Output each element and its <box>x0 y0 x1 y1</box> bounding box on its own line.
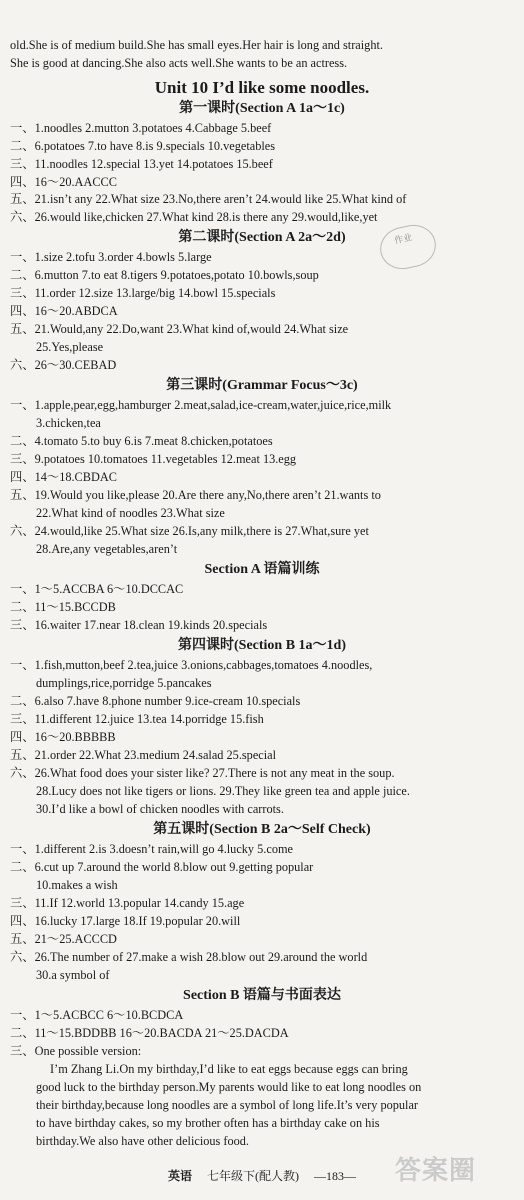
answer-row: 三、16.waiter 17.near 18.clean 19.kinds 20.specials <box>10 618 268 632</box>
essay-line: birthday.We also have other delicious food. <box>36 1134 250 1148</box>
answer-row: 二、6.potatoes 7.to have 8.is 9.specials 10.vegetables <box>10 139 276 153</box>
answer-row: 二、11～15.BDDBB 16～20.BACDA 21～25.DACDA <box>10 1026 289 1040</box>
answer-row: 四、16～20.AACCC <box>10 175 117 189</box>
answer-row: 三、11.If 12.world 13.popular 14.candy 15.age <box>10 896 245 910</box>
answer-row: 30.I’d like a bowl of chicken noodles with carrots. <box>36 802 284 816</box>
answer-row: 六、24.would,like 25.What size 26.Is,any milk,there is 27.What,sure yet <box>10 524 369 538</box>
essay-line: to have birthday cakes, so my brother often has a birthday cake on his <box>36 1116 380 1130</box>
answer-row: 六、26.The number of 27.make a wish 28.blow out 29.around the world <box>10 950 368 964</box>
answer-row: 五、21.Would,any 22.Do,want 23.What kind of,would 24.What size <box>10 322 349 336</box>
answer-row: 二、11～15.BCCDB <box>10 600 116 614</box>
footer-page-number: —183— <box>314 1169 356 1183</box>
answer-row: 四、14～18.CBDAC <box>10 470 117 484</box>
answer-row: 四、16～20.ABDCA <box>10 304 118 318</box>
answer-row: 二、4.tomato 5.to buy 6.is 7.meat 8.chicken,potatoes <box>10 434 273 448</box>
answer-row: 二、6.also 7.have 8.phone number 9.ice-cream 10.specials <box>10 694 301 708</box>
answer-row: 一、1～5.ACCBA 6～10.DCCAC <box>10 582 184 596</box>
answer-row: 五、21.order 22.What 23.medium 24.salad 25.special <box>10 748 277 762</box>
answer-row: 一、1～5.ACBCC 6～10.BCDCA <box>10 1008 184 1022</box>
answer-row: 三、11.order 12.size 13.large/big 14.bowl 15.specials <box>10 286 276 300</box>
answer-row: 三、11.noodles 12.special 13.yet 14.potatoes 15.beef <box>10 157 273 171</box>
intro-line: old.She is of medium build.She has small eyes.Her hair is long and straight. <box>10 38 383 52</box>
section-heading: Section A 语篇训练 <box>204 562 320 577</box>
section-heading: Section B 语篇与书面表达 <box>183 988 341 1003</box>
answer-row: 一、1.noodles 2.mutton 3.potatoes 4.Cabbage 5.beef <box>10 121 272 135</box>
lesson-heading: 第一课时(Section A 1a～1c) <box>179 101 345 116</box>
answer-row: 28.Are,any vegetables,aren’t <box>36 542 178 556</box>
footer-subject: 英语 <box>167 1169 192 1183</box>
lesson-heading: 第三课时(Grammar Focus～3c) <box>166 378 358 393</box>
essay-line: I’m Zhang Li.On my birthday,I’d like to eat eggs because eggs can bring <box>50 1062 408 1076</box>
answer-row: 28.Lucy does not like tigers or lions. 29.They like green tea and apple juice. <box>36 784 410 798</box>
intro-line: She is good at dancing.She also acts well.She wants to be an actress. <box>10 56 348 70</box>
answer-row: 三、9.potatoes 10.tomatoes 11.vegetables 12.meat 13.egg <box>10 452 297 466</box>
answer-row: 二、6.mutton 7.to eat 8.tigers 9.potatoes,potato 10.bowls,soup <box>10 268 319 282</box>
answer-row: 一、1.size 2.tofu 3.order 4.bowls 5.large <box>10 250 212 264</box>
answer-row: 30.a symbol of <box>36 968 110 982</box>
answer-row: 五、19.Would you like,please 20.Are there any,No,there aren’t 21.wants to <box>10 488 381 502</box>
footer-grade: 七年级下(配人教) <box>207 1169 299 1183</box>
watermark-logo: 答案圈 <box>395 1156 477 1186</box>
answer-row: 一、1.apple,pear,egg,hamburger 2.meat,salad,ice-cream,water,juice,rice,milk <box>10 398 392 412</box>
answer-row: 一、1.different 2.is 3.doesn’t rain,will go 4.lucky 5.come <box>10 842 294 856</box>
answer-row: 10.makes a wish <box>36 878 118 892</box>
answer-row: 一、1.fish,mutton,beef 2.tea,juice 3.onions,cabbages,tomatoes 4.noodles, <box>10 658 373 672</box>
answer-row: 六、26.would like,chicken 27.What kind 28.is there any 29.would,like,yet <box>10 210 378 224</box>
answer-row: 三、11.different 12.juice 13.tea 14.porridge 15.fish <box>10 712 264 726</box>
answer-row: 四、16.lucky 17.large 18.If 19.popular 20.will <box>10 914 241 928</box>
answer-row: 22.What kind of noodles 23.What size <box>36 506 225 520</box>
answer-row: 五、21.isn’t any 22.What size 23.No,there aren’t 24.would like 25.What kind of <box>10 192 407 206</box>
essay-line: their birthday,because long noodles are a symbol of long life.It’s very popular <box>36 1098 419 1112</box>
answer-row: 3.chicken,tea <box>36 416 101 430</box>
lesson-heading: 第四课时(Section B 1a～1d) <box>178 638 346 653</box>
answer-row: 三、One possible version: <box>10 1044 142 1058</box>
answer-row: 四、16～20.BBBBB <box>10 730 116 744</box>
answer-row: 二、6.cut up 7.around the world 8.blow out 9.getting popular <box>10 860 314 874</box>
lesson-heading: 第二课时(Section A 2a～2d) <box>178 230 346 245</box>
homework-stamp: 作业 <box>376 221 440 274</box>
answer-row: 五、21～25.ACCCD <box>10 932 117 946</box>
answer-row: dumplings,rice,porridge 5.pancakes <box>36 676 212 690</box>
essay-line: good luck to the birthday person.My parents would like to eat long noodles on <box>36 1080 422 1094</box>
answer-row: 六、26～30.CEBAD <box>10 358 117 372</box>
answer-row: 六、26.What food does your sister like? 27.There is not any meat in the soup. <box>10 766 395 780</box>
lesson-heading: 第五课时(Section B 2a～Self Check) <box>153 822 371 837</box>
unit-10-title: Unit 10 I’d like some noodles. <box>154 78 370 97</box>
answer-row: 25.Yes,please <box>36 340 104 354</box>
